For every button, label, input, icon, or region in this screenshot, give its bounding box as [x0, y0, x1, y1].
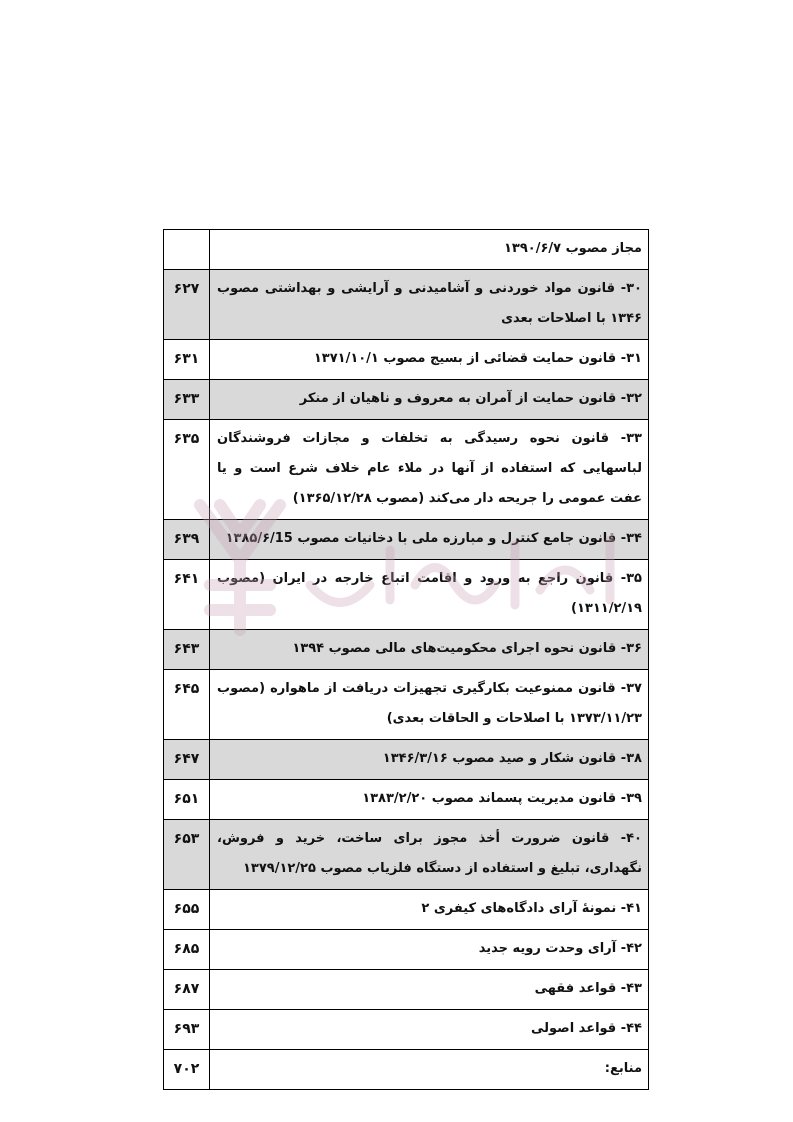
toc-row [164, 270, 649, 340]
toc-row [164, 670, 649, 740]
toc-row [164, 380, 649, 420]
toc-page-number: ۶۳۵ [164, 420, 210, 520]
toc-page-number [164, 230, 210, 270]
toc-row [164, 560, 649, 630]
toc-row [164, 340, 649, 380]
table-of-contents [163, 229, 649, 1090]
toc-row [164, 1050, 649, 1090]
toc-page-number: ۶۴۱ [164, 560, 210, 630]
toc-entry-title: ۳۶- قانون نحوه اجرای محکومیت‌های مالی مصوب ۱۳۹۴ [210, 630, 649, 670]
toc-entry-title: ۴۰- قانون ضرورت أخذ مجوز برای ساخت، خرید و فروش، نگهداری، تبلیغ و استفاده از دستگاه فلزیاب مصوب ۱۳۷۹/۱۲/۲۵ [210, 820, 649, 890]
toc-page-number: ۷۰۲ [164, 1050, 210, 1090]
toc-entry-title: ۴۳- قواعد فقهی [210, 970, 649, 1010]
toc-row [164, 740, 649, 780]
toc-entry-title: ۳۷- قانون ممنوعیت بکارگیری تجهیزات دریافت از ماهواره (مصوب ۱۳۷۳/۱۱/۲۳ با اصلاحات و الحاقات بعدی) [210, 670, 649, 740]
toc-entry-title: ۴۴- قواعد اصولی [210, 1010, 649, 1050]
toc-page-number: ۶۵۳ [164, 820, 210, 890]
toc-page-number: ۶۹۳ [164, 1010, 210, 1050]
toc-entry-title: ۳۹- قانون مدیریت پسماند مصوب ۱۳۸۳/۲/۲۰ [210, 780, 649, 820]
toc-entry-title: ۴۱- نمونهٔ آرای دادگاه‌های کیفری ۲ [210, 890, 649, 930]
toc-page-number: ۶۵۵ [164, 890, 210, 930]
toc-page-number: ۶۳۹ [164, 520, 210, 560]
toc-entry-title: ۳۰- قانون مواد خوردنی و آشامیدنی و آرایشی و بهداشتی مصوب ۱۳۴۶ با اصلاحات بعدی [210, 270, 649, 340]
toc-row [164, 820, 649, 890]
toc-page-number: ۶۳۳ [164, 380, 210, 420]
toc-page-number: ۶۴۵ [164, 670, 210, 740]
toc-entry-title: ۳۵- قانون راجع به ورود و اقامت اتباع خارجه در ایران (مصوب ۱۳۱۱/۲/۱۹) [210, 560, 649, 630]
toc-row [164, 630, 649, 670]
toc-entry-title: ۳۲- قانون حمایت از آمران به معروف و ناهیان از منکر [210, 380, 649, 420]
toc-page-number: ۶۵۱ [164, 780, 210, 820]
toc-entry-title: ۳۱- قانون حمایت قضائی از بسیج مصوب ۱۳۷۱/۱۰/۱ [210, 340, 649, 380]
toc-entry-title: ۳۸- قانون شکار و صید مصوب ۱۳۴۶/۳/۱۶ [210, 740, 649, 780]
toc-row [164, 1010, 649, 1050]
toc-row [164, 780, 649, 820]
toc-entry-title: مجاز مصوب ۱۳۹۰/۶/۷ [210, 230, 649, 270]
toc-row [164, 890, 649, 930]
toc-entry-title: منابع: [210, 1050, 649, 1090]
toc-page-number: ۶۲۷ [164, 270, 210, 340]
toc-page-number: ۶۴۷ [164, 740, 210, 780]
toc-page-number: ۶۴۳ [164, 630, 210, 670]
toc-row [164, 420, 649, 520]
toc-row [164, 970, 649, 1010]
toc-entry-title: ۴۲- آرای وحدت رویه جدید [210, 930, 649, 970]
toc-entry-title: ۳۳- قانون نحوه رسیدگی به تخلفات و مجازات فروشندگان لباسهایی که استفاده از آنها در ملاء عام خلاف شرع است و یا عفت عمومی را جریحه دار می‌کند (مصوب ۱۳۶۵/۱۲/۲۸) [210, 420, 649, 520]
toc-entry-title: ۳۴- قانون جامع کنترل و مبارزه ملی با دخانیات مصوب ۱۳۸۵/۶/15 [210, 520, 649, 560]
toc-page-number: ۶۳۱ [164, 340, 210, 380]
toc-row [164, 230, 649, 270]
toc-row [164, 930, 649, 970]
toc-page-number: ۶۸۷ [164, 970, 210, 1010]
toc-page-number: ۶۸۵ [164, 930, 210, 970]
toc-row [164, 520, 649, 560]
